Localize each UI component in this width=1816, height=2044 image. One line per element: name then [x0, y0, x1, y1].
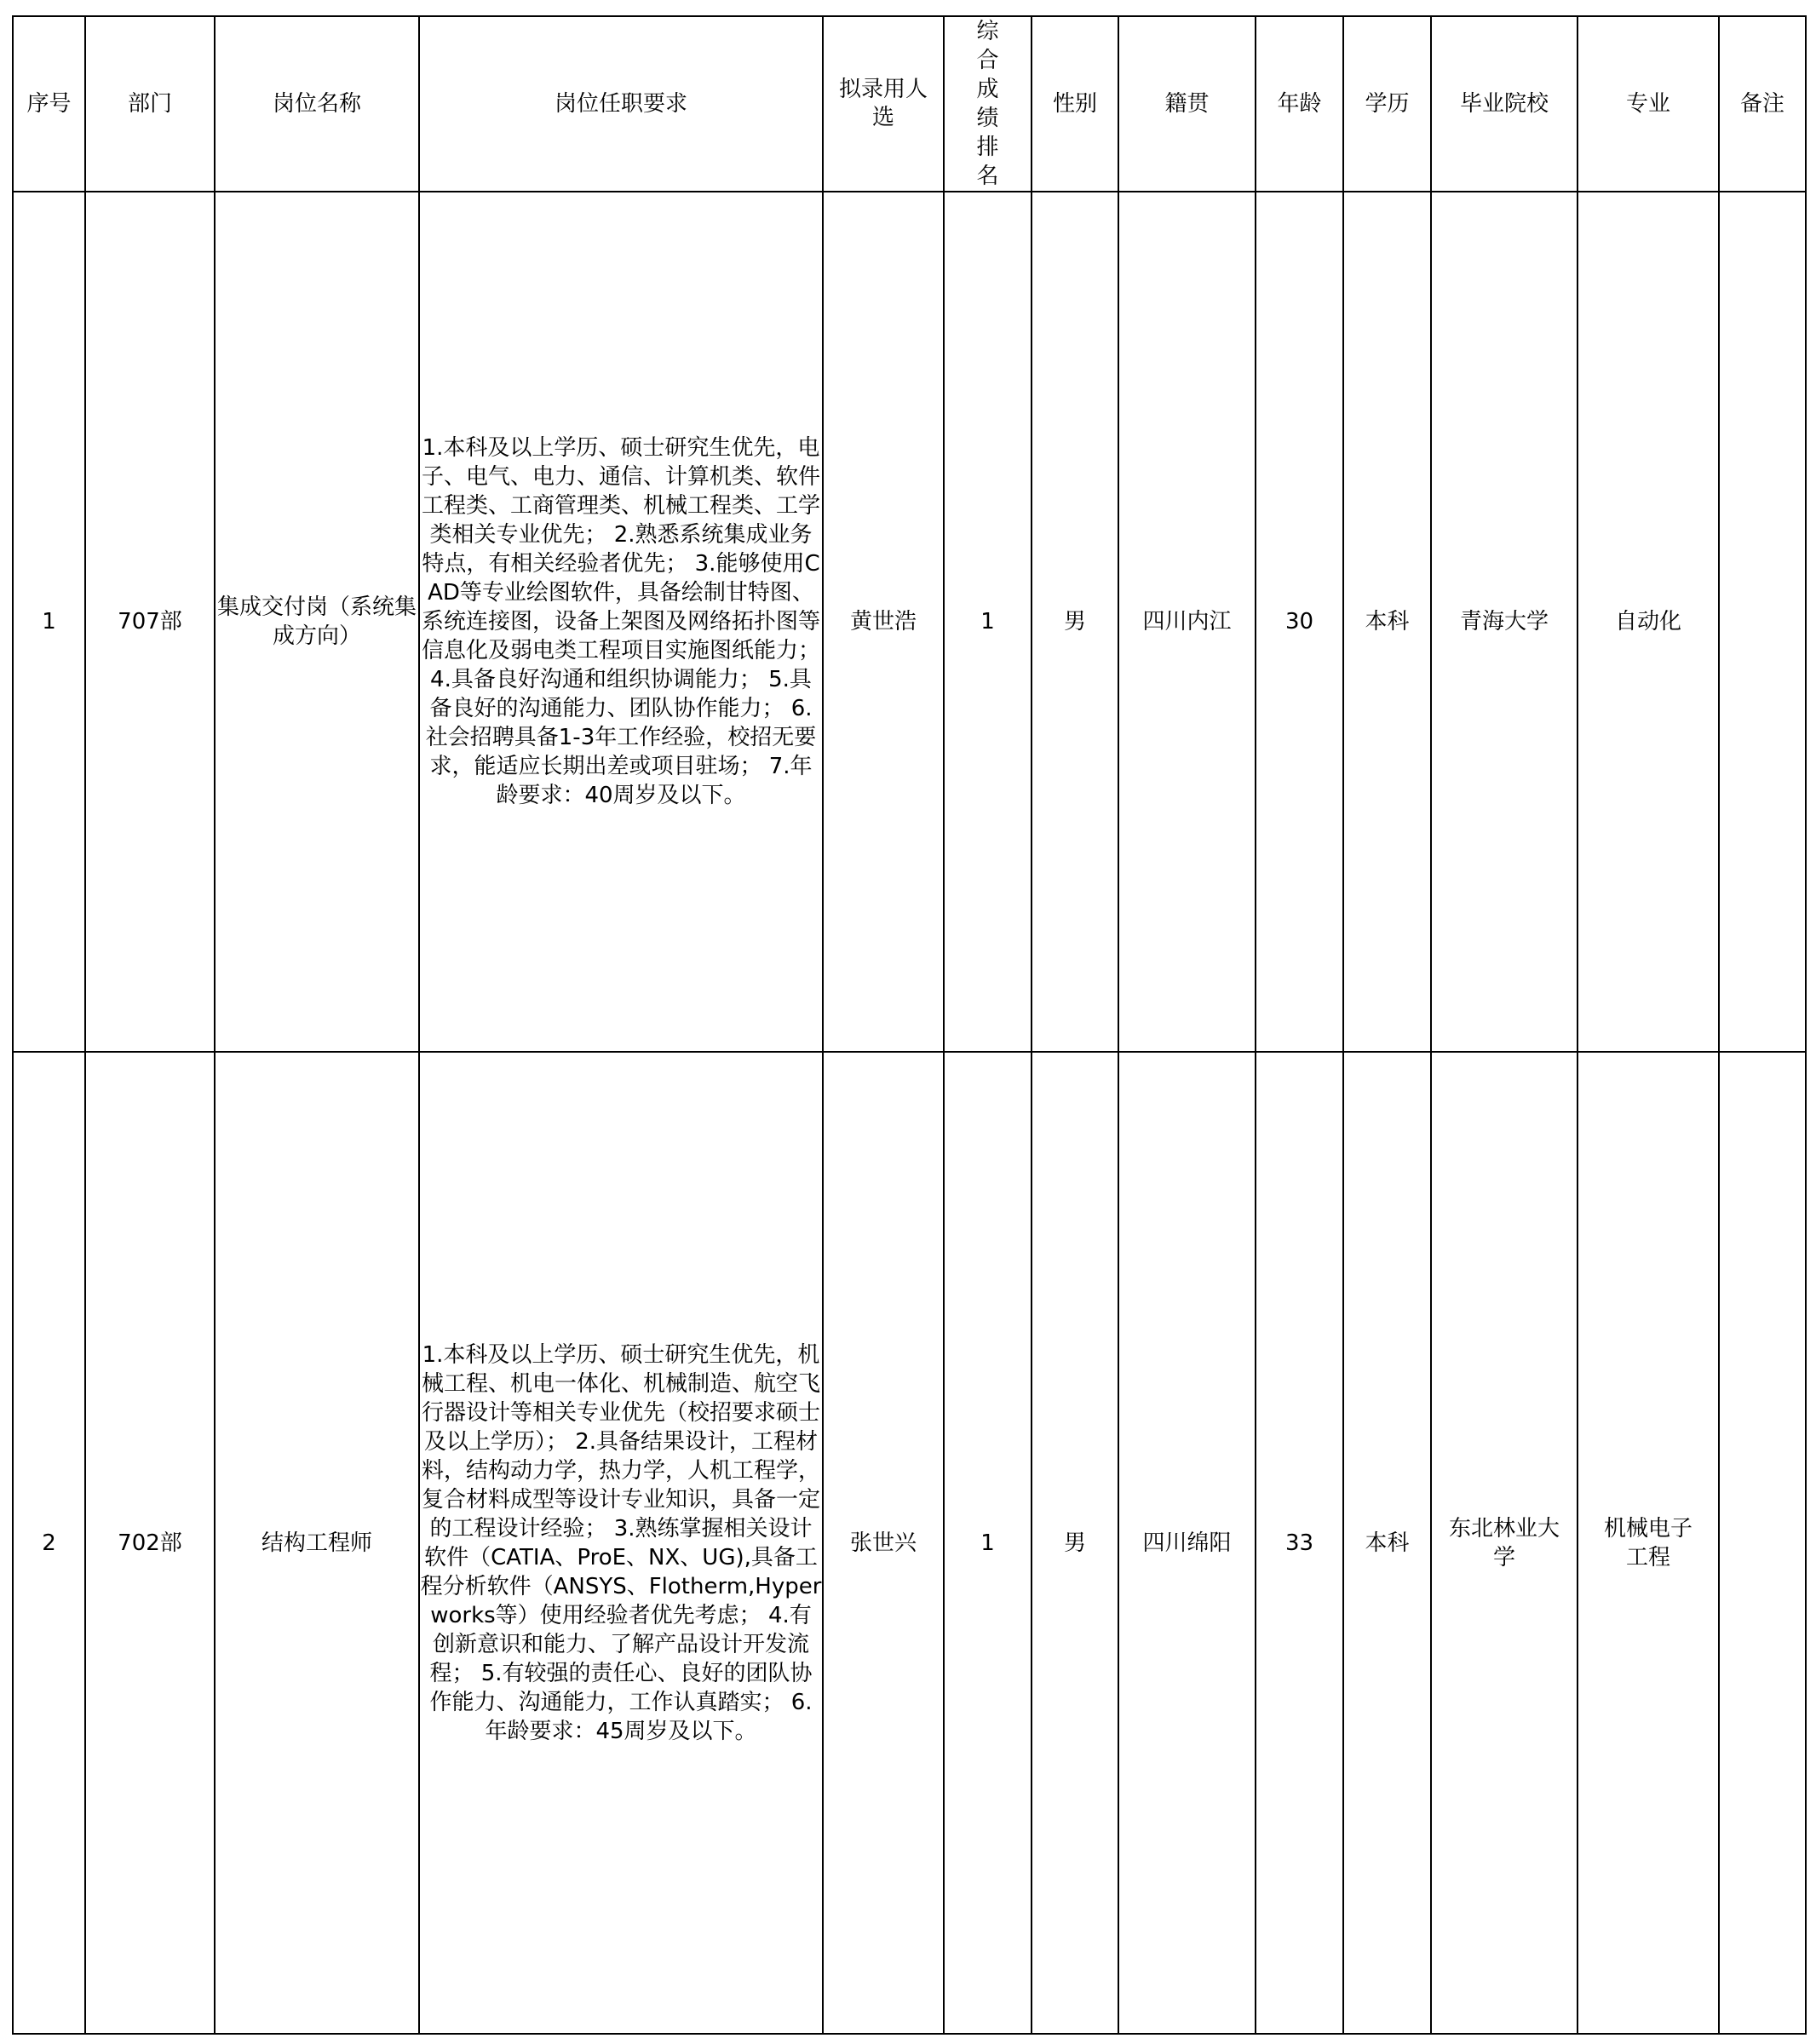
header-index: 序号	[13, 16, 85, 192]
header-department: 部门	[85, 16, 215, 192]
header-remarks: 备注	[1719, 16, 1806, 192]
cell-ranking: 1	[944, 1052, 1032, 2034]
header-gender: 性别	[1032, 16, 1118, 192]
header-school: 毕业院校	[1431, 16, 1578, 192]
table-row	[13, 192, 1806, 1052]
header-ranking	[944, 16, 1032, 192]
cell-origin: 四川内江	[1118, 192, 1256, 1052]
header-candidate	[823, 16, 944, 192]
cell-origin: 四川绵阳	[1118, 1052, 1256, 2034]
cell-gender: 男	[1032, 192, 1118, 1052]
cell-ranking: 1	[944, 192, 1032, 1052]
header-origin: 籍贯	[1118, 16, 1256, 192]
cell-requirements: 1.本科及以上学历、硕士研究生优先，电子、电气、电力、通信、计算机类、软件工程类、工商管理类、机械工程类、工学类相关专业优先； 2.熟悉系统集成业务特点，有相关经验者优先； 3.能够使用CAD等专业绘图软件，具备绘制甘特图、系统连接图，设备上架图及网络拓扑图等信息化及弱电类工程项目实施图纸能力； 4.具备良好沟通和组织协调能力； 5.具备良好的沟通能力、团队协作能力； 6.社会招聘具备1-3年工作经验，校招无要求，能适应长期出差或项目驻场； 7.年龄要求：40周岁及以下。	[419, 192, 823, 1052]
cell-department: 702部	[85, 1052, 215, 2034]
cell-age: 33	[1256, 1052, 1343, 2034]
cell-department: 707部	[85, 192, 215, 1052]
cell-age: 30	[1256, 192, 1343, 1052]
cell-candidate: 张世兴	[823, 1052, 944, 2034]
cell-remarks	[1719, 192, 1806, 1052]
cell-major: 自动化	[1578, 192, 1719, 1052]
header-candidate-label: 拟录用人选	[838, 77, 928, 130]
header-position: 岗位名称	[215, 16, 419, 192]
header-age: 年龄	[1256, 16, 1343, 192]
cell-education: 本科	[1343, 192, 1431, 1052]
cell-candidate: 黄世浩	[823, 192, 944, 1052]
cell-index: 1	[13, 192, 85, 1052]
cell-requirements: 1.本科及以上学历、硕士研究生优先，机械工程、机电一体化、机械制造、航空飞行器设计等相关专业优先（校招要求硕士及以上学历）； 2.具备结果设计，工程材料，结构动力学，热力学，人机工程学，复合材料成型等设计专业知识，具备一定的工程设计经验； 3.熟练掌握相关设计软件（CATIA、ProE、NX、UG),具备工程分析软件（ANSYS、Flotherm,Hyperworks等）使用经验者优先考虑； 4.有创新意识和能力、了解产品设计开发流程； 5.有较强的责任心、良好的团队协作能力、沟通能力，工作认真踏实； 6.年龄要求：45周岁及以下。	[419, 1052, 823, 2034]
cell-education: 本科	[1343, 1052, 1431, 2034]
cell-index: 2	[13, 1052, 85, 2034]
header-requirements: 岗位任职要求	[419, 16, 823, 192]
header-row	[13, 16, 1806, 192]
cell-gender: 男	[1032, 1052, 1118, 2034]
cell-school: 东北林业大学	[1431, 1052, 1578, 2034]
table-header	[13, 16, 1806, 192]
header-major: 专业	[1578, 16, 1719, 192]
cell-major: 机械电子工程	[1578, 1052, 1719, 2034]
table-body	[13, 192, 1806, 2034]
cell-position: 集成交付岗（系统集成方向）	[215, 192, 419, 1052]
candidate-table	[12, 15, 1807, 2035]
header-education: 学历	[1343, 16, 1431, 192]
table-row	[13, 1052, 1806, 2034]
cell-position: 结构工程师	[215, 1052, 419, 2034]
header-ranking-label: 综合成绩排名	[976, 19, 999, 189]
cell-school: 青海大学	[1431, 192, 1578, 1052]
cell-remarks	[1719, 1052, 1806, 2034]
